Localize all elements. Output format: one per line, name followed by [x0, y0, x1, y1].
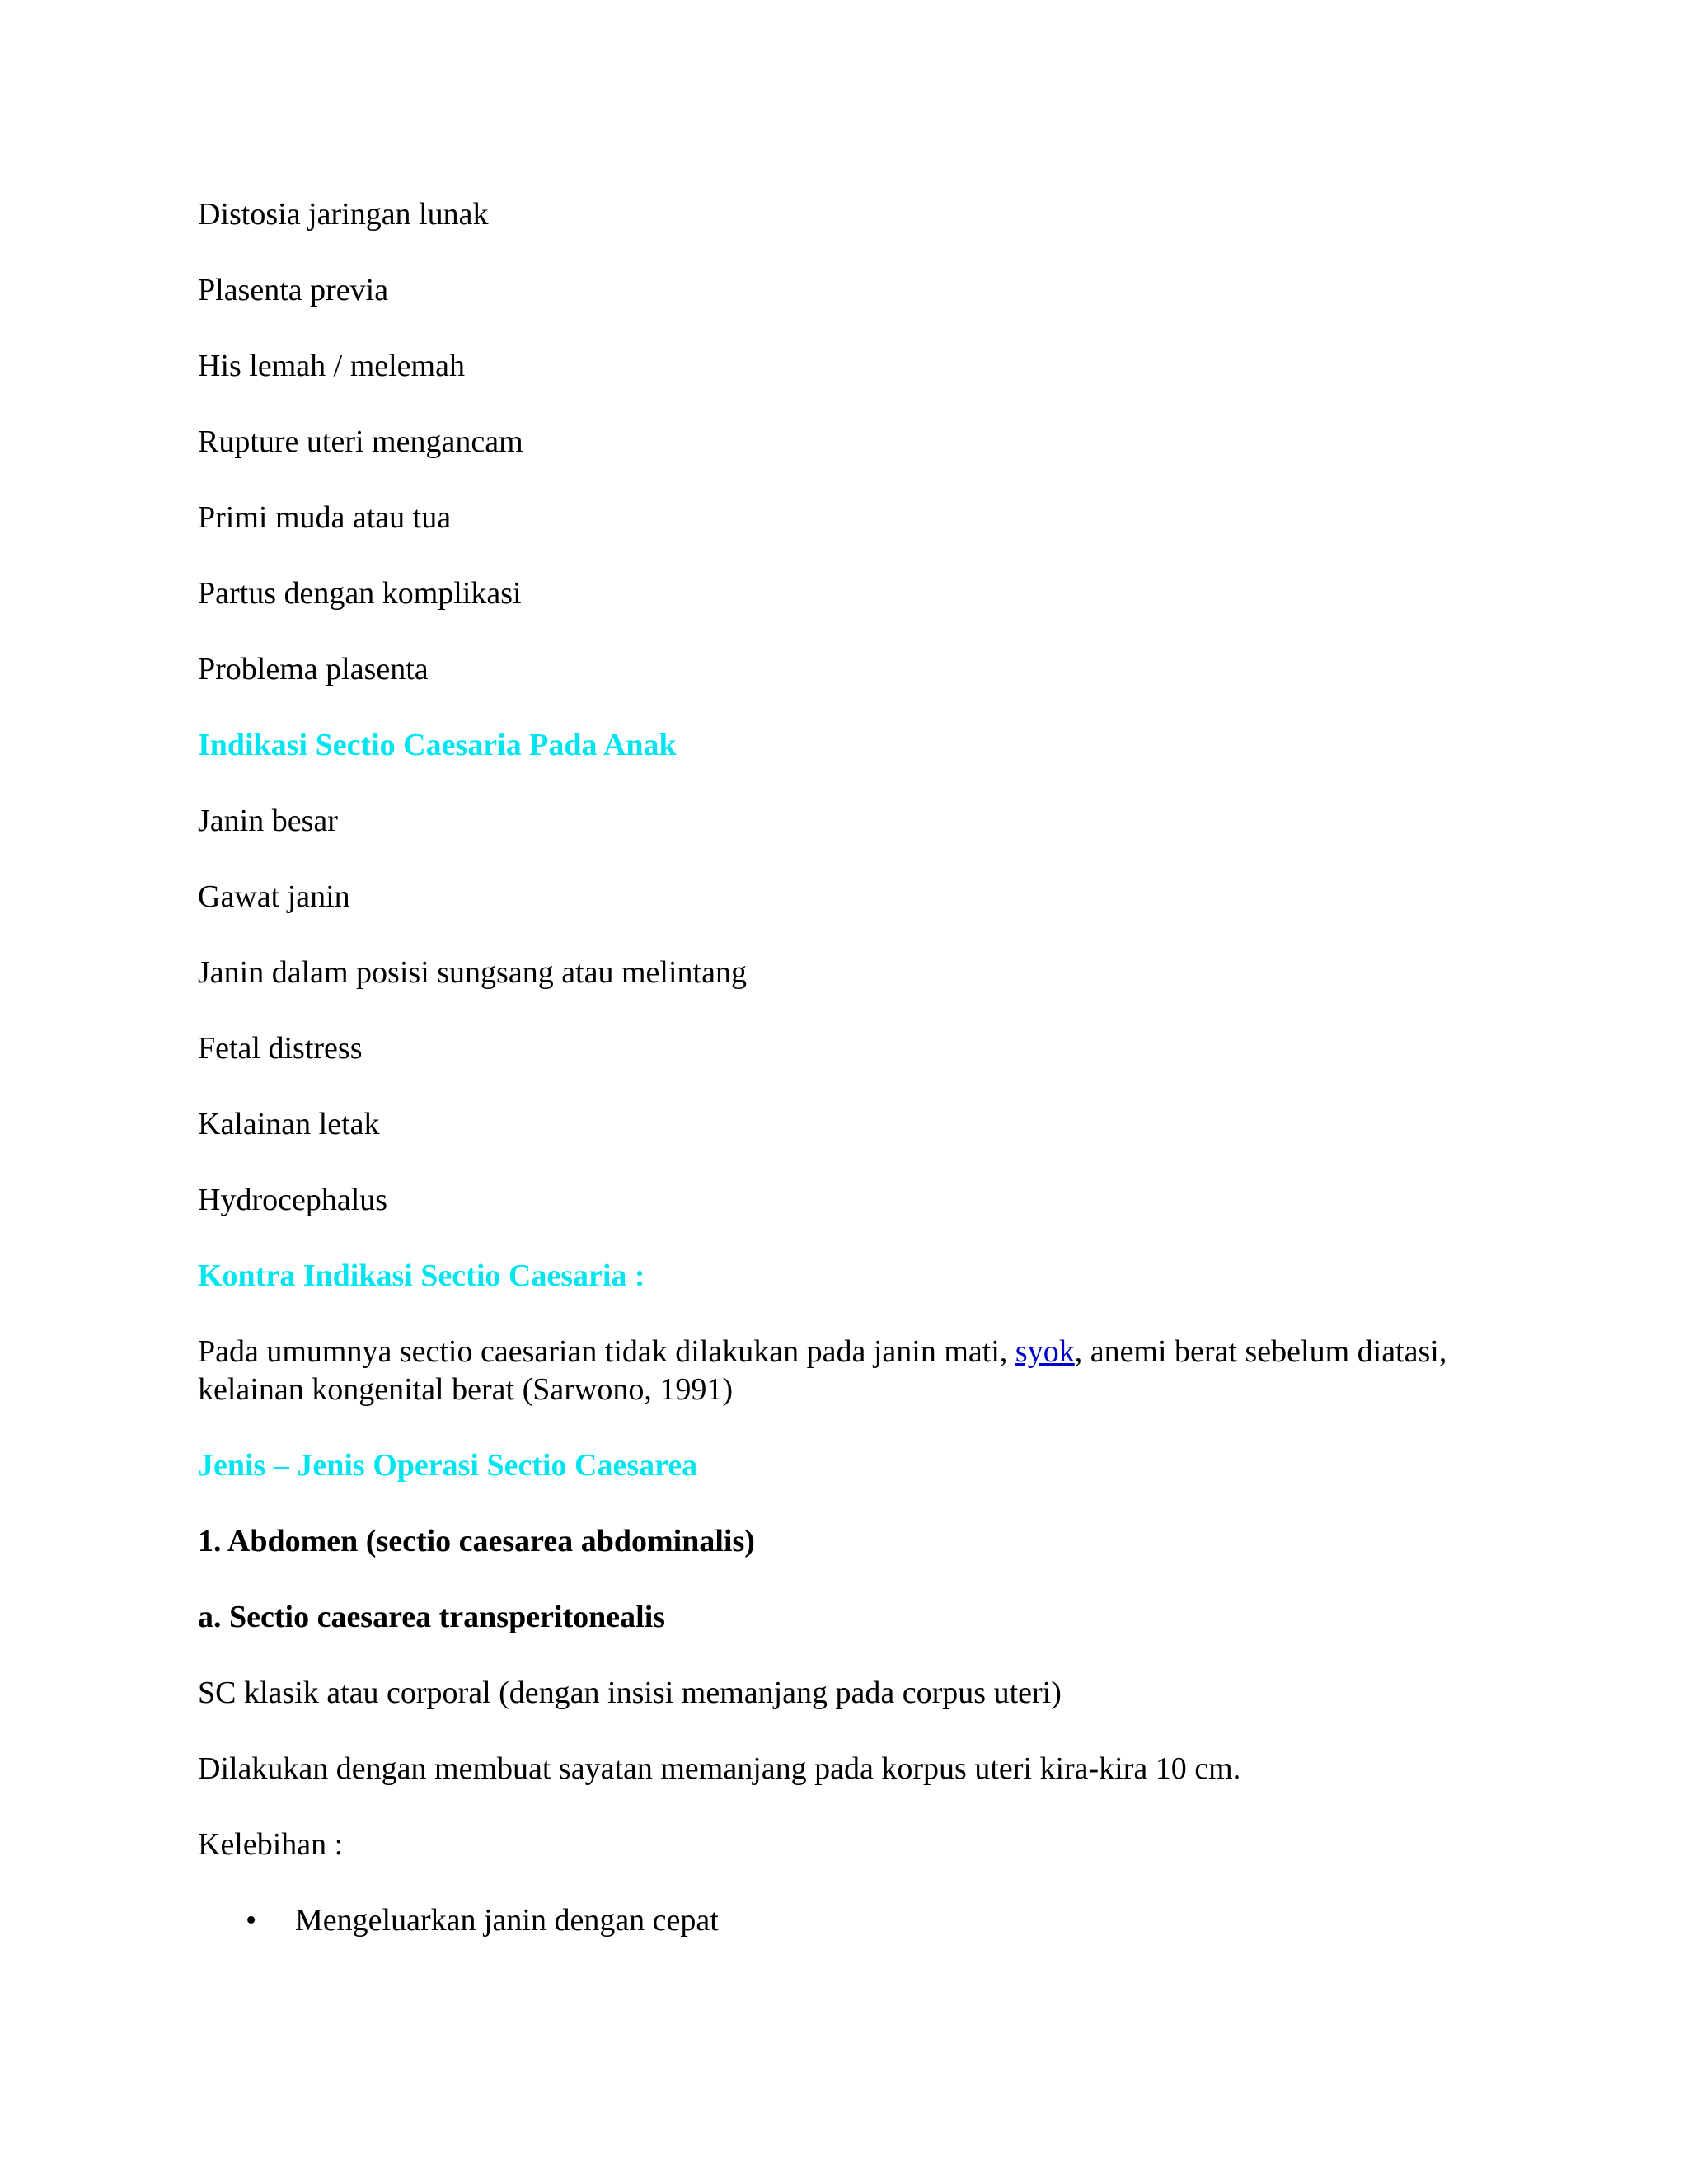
list-item: Problema plasenta — [198, 652, 429, 687]
section-heading-kontra: Kontra Indikasi Sectio Caesaria : — [198, 1258, 645, 1293]
subheading-abdomen: 1. Abdomen (sectio caesarea abdominalis) — [198, 1524, 755, 1558]
list-item: Primi muda atau tua — [198, 500, 452, 535]
list-item: Kalainan letak — [198, 1107, 380, 1141]
section-heading-anak: Indikasi Sectio Caesaria Pada Anak — [198, 728, 677, 762]
kontra-text-after: , anemi berat sebelum diatasi, kelainan kongenital berat (Sarwono, 1991) — [198, 1334, 1447, 1407]
list-item: Partus dengan komplikasi — [198, 576, 522, 611]
paragraph-sayatan: Dilakukan dengan membuat sayatan memanjang pada korpus uteri kira-kira 10 cm. — [198, 1751, 1241, 1786]
bullet-text: Mengeluarkan janin dengan cepat — [295, 1903, 719, 1938]
kontra-paragraph — [198, 1333, 1484, 1408]
list-item: Hydrocephalus — [198, 1183, 388, 1217]
paragraph-sc-klasik: SC klasik atau corporal (dengan insisi memanjang pada corpus uteri) — [198, 1675, 1062, 1710]
list-item: His lemah / melemah — [198, 349, 465, 383]
list-item: Rupture uteri mengancam — [198, 424, 523, 459]
syok-link[interactable]: syok — [1015, 1334, 1075, 1369]
subheading-transperitonealis: a. Sectio caesarea transperitonealis — [198, 1600, 666, 1634]
list-item: Janin besar — [198, 804, 338, 838]
kontra-text-before: Pada umumnya sectio caesarian tidak dilakukan pada janin mati, — [198, 1334, 1015, 1369]
list-item: Gawat janin — [198, 879, 350, 914]
bullet-icon: • — [246, 1903, 257, 1938]
list-item: Plasenta previa — [198, 273, 389, 307]
kelebihan-label: Kelebihan : — [198, 1827, 344, 1862]
list-item: Janin dalam posisi sungsang atau melintang — [198, 955, 747, 990]
list-item: Distosia jaringan lunak — [198, 197, 489, 232]
section-heading-jenis: Jenis – Jenis Operasi Sectio Caesarea — [198, 1448, 698, 1483]
list-item: Fetal distress — [198, 1031, 363, 1066]
